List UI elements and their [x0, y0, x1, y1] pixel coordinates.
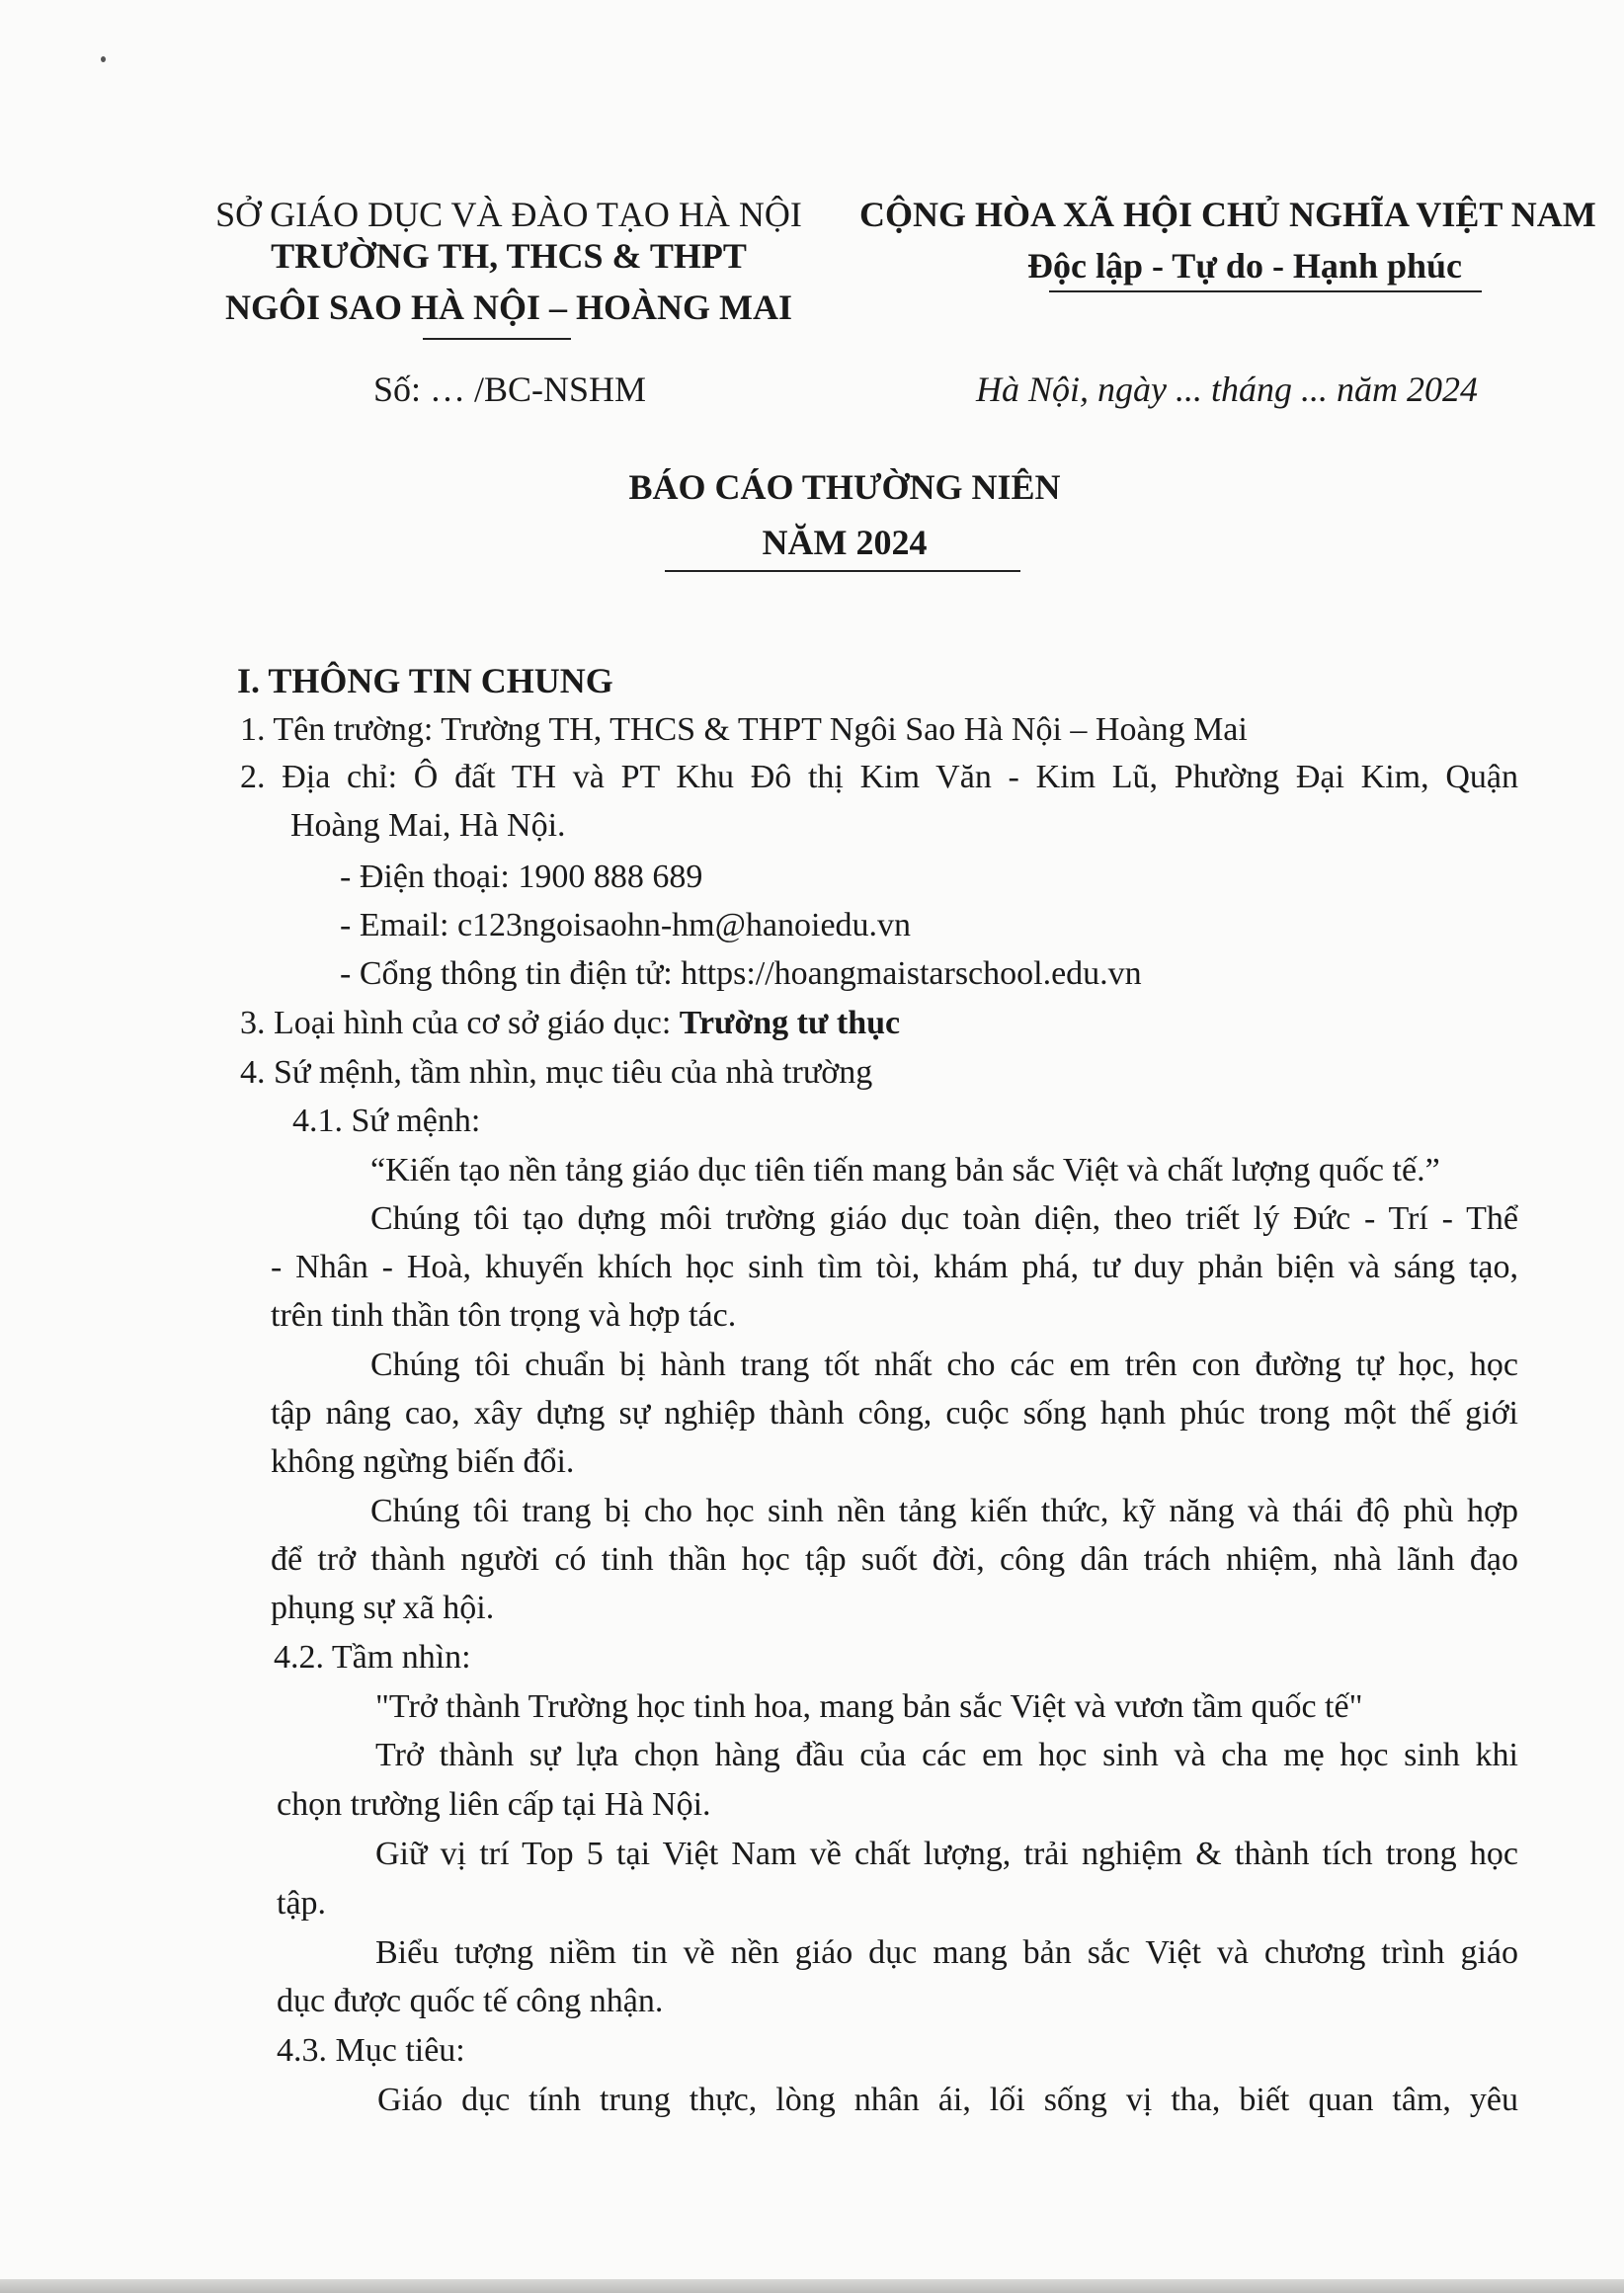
address-continuation: Hoàng Mai, Hà Nội. [290, 807, 566, 844]
mission-paragraph-1-end: trên tinh thần tôn trọng và hợp tác. [271, 1297, 737, 1334]
school-name-line1: TRƯỜNG TH, THCS & THPT [271, 236, 747, 276]
contact-email: - Email: c123ngoisaohn-hm@hanoiedu.vn [340, 907, 912, 943]
document-number: Số: … /BC-NSHM [373, 369, 647, 409]
vision-paragraph-3-end: dục được quốc tế công nhận. [277, 1983, 664, 2019]
scan-bottom-edge [0, 2279, 1624, 2293]
vision-paragraph-2-end: tập. [277, 1885, 327, 1922]
report-title: BÁO CÁO THƯỜNG NIÊN [628, 467, 1061, 507]
section-heading: I. THÔNG TIN CHUNG [237, 661, 613, 700]
mission-paragraph-3-cont: để trở thành người có tinh thần học tập suốt đời, công dân trách nhiệm, nhà lãnh đạo [271, 1541, 1518, 1578]
scan-speck [101, 56, 106, 62]
right-header-rule [1049, 290, 1482, 292]
goal-heading: 4.3. Mục tiêu: [277, 2032, 465, 2069]
place-date: Hà Nội, ngày ... tháng ... năm 2024 [976, 369, 1478, 409]
mission-paragraph-1: Chúng tôi tạo dựng môi trường giáo dục toàn diện, theo triết lý Đức - Trí - Thể [370, 1200, 1518, 1237]
contact-phone: - Điện thoại: 1900 888 689 [340, 859, 703, 895]
mission-paragraph-3: Chúng tôi trang bị cho học sinh nền tảng kiến thức, kỹ năng và thái độ phù hợp [370, 1493, 1518, 1529]
mission-paragraph-3-end: phụng sự xã hội. [271, 1590, 495, 1626]
mission-paragraph-2-end: không ngừng biến đổi. [271, 1443, 575, 1480]
report-year: NĂM 2024 [762, 523, 928, 562]
vision-paragraph-1-end: chọn trường liên cấp tại Hà Nội. [277, 1786, 711, 1823]
list-item-school-type [240, 1005, 900, 1042]
school-type-label: 3. Loại hình của cơ sở giáo dục: [240, 1005, 680, 1041]
contact-portal: - Cổng thông tin điện tử: https://hoangmaistarschool.edu.vn [340, 955, 1142, 992]
school-type-value: Trường tư thục [679, 1005, 901, 1041]
vision-paragraph-2: Giữ vị trí Top 5 tại Việt Nam về chất lượng, trải nghiệm & thành tích trong học [375, 1836, 1518, 1872]
title-rule [665, 570, 1020, 572]
department-name: SỞ GIÁO DỤC VÀ ĐÀO TẠO HÀ NỘI [215, 195, 802, 234]
mission-heading: 4.1. Sứ mệnh: [292, 1103, 481, 1139]
left-header-rule [423, 338, 571, 340]
country-name: CỘNG HÒA XÃ HỘI CHỦ NGHĨA VIỆT NAM [859, 195, 1596, 234]
vision-paragraph-1: Trở thành sự lựa chọn hàng đầu của các em học sinh và cha mẹ học sinh khi [375, 1737, 1518, 1773]
goal-paragraph-1: Giáo dục tính trung thực, lòng nhân ái, lối sống vị tha, biết quan tâm, yêu [377, 2082, 1518, 2118]
national-motto: Độc lập - Tự do - Hạnh phúc [1026, 246, 1463, 286]
mission-paragraph-2-cont: tập nâng cao, xây dựng sự nghiệp thành công, cuộc sống hạnh phúc trong một thế giới [271, 1395, 1518, 1432]
vision-paragraph-3: Biểu tượng niềm tin về nền giáo dục mang bản sắc Việt và chương trình giáo [375, 1934, 1518, 1971]
list-item-mission-vision: 4. Sứ mệnh, tầm nhìn, mục tiêu của nhà trường [240, 1054, 873, 1091]
school-name-line2: NGÔI SAO HÀ NỘI – HOÀNG MAI [224, 287, 793, 327]
list-item-school-name: 1. Tên trường: Trường TH, THCS & THPT Ngôi Sao Hà Nội – Hoàng Mai [240, 711, 1248, 748]
mission-quote: “Kiến tạo nền tảng giáo dục tiên tiến mang bản sắc Việt và chất lượng quốc tế.” [370, 1152, 1440, 1188]
mission-paragraph-2: Chúng tôi chuẩn bị hành trang tốt nhất cho các em trên con đường tự học, học [370, 1347, 1518, 1383]
mission-paragraph-1-cont: - Nhân - Hoà, khuyến khích học sinh tìm tòi, khám phá, tư duy phản biện và sáng tạo, [271, 1249, 1518, 1285]
vision-quote: "Trở thành Trường học tinh hoa, mang bản sắc Việt và vươn tầm quốc tế" [375, 1688, 1363, 1725]
list-item-address: 2. Địa chỉ: Ô đất TH và PT Khu Đô thị Kim Văn - Kim Lũ, Phường Đại Kim, Quận [240, 759, 1518, 795]
vision-heading: 4.2. Tầm nhìn: [274, 1639, 471, 1676]
